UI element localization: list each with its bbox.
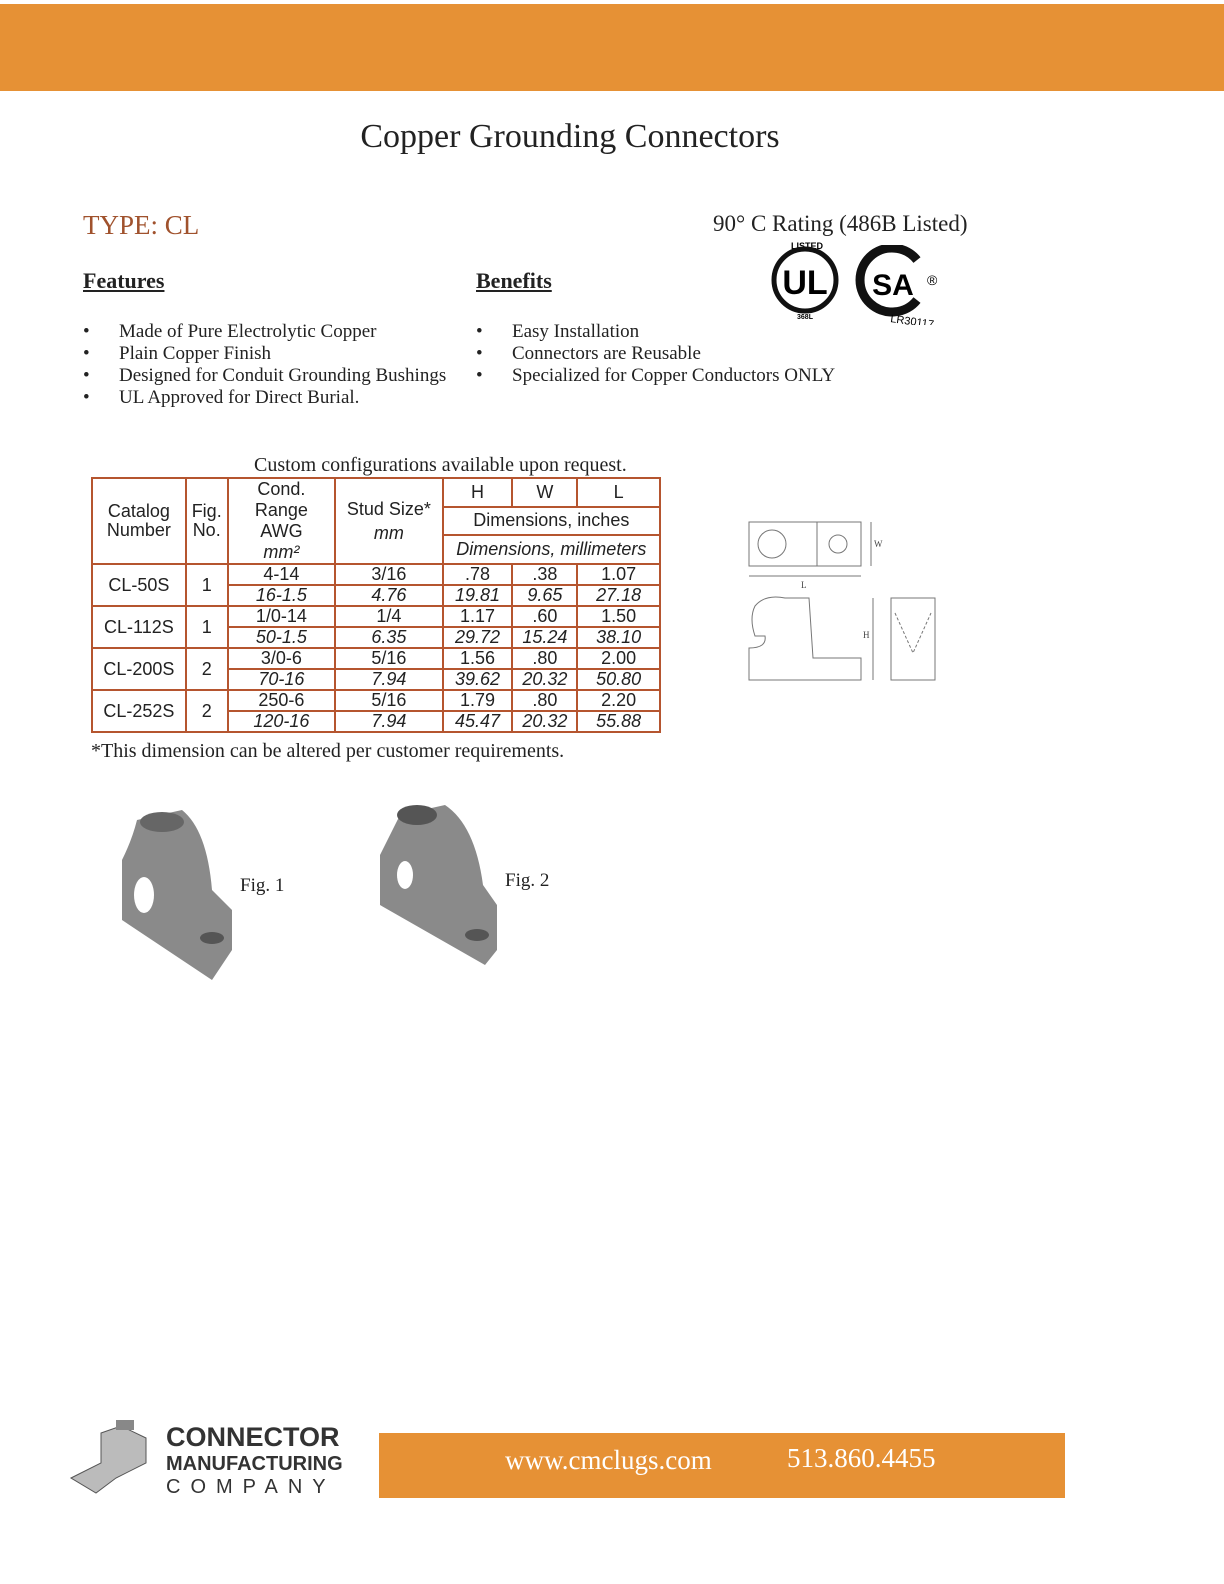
svg-text:H: H xyxy=(863,630,870,640)
awg-cell: 3/0-6 xyxy=(228,648,336,669)
h-cell: 1.17 xyxy=(443,606,513,627)
mm2-cell: 120-16 xyxy=(228,711,336,732)
awg-cell: 1/0-14 xyxy=(228,606,336,627)
list-item: • Designed for Conduit Grounding Bushings xyxy=(83,365,473,387)
svg-text:SA: SA xyxy=(872,269,914,302)
list-item: • Connectors are Reusable xyxy=(476,343,835,365)
l-cell: 1.07 xyxy=(577,564,660,585)
w_mm-cell: 15.24 xyxy=(512,627,577,648)
header-dim-mm: Dimensions, millimeters xyxy=(443,535,660,564)
table-note: *This dimension can be altered per customer requirements. xyxy=(91,740,565,762)
list-item: • Made of Pure Electrolytic Copper xyxy=(83,321,473,343)
stud_mm-cell: 7.94 xyxy=(335,669,442,690)
header-fig: Fig. No. xyxy=(186,478,228,564)
header-stud: Stud Size* mm xyxy=(335,478,442,564)
l_mm-cell: 27.18 xyxy=(577,585,660,606)
w_mm-cell: 9.65 xyxy=(512,585,577,606)
w-cell: .38 xyxy=(512,564,577,585)
catalog-cell: CL-112S xyxy=(92,606,186,648)
header-l: L xyxy=(577,478,660,507)
w-cell: .80 xyxy=(512,648,577,669)
stud_mm-cell: 7.94 xyxy=(335,711,442,732)
website-link[interactable]: www.cmclugs.com xyxy=(505,1445,712,1475)
fig2-label: Fig. 2 xyxy=(505,870,550,891)
list-item: • Plain Copper Finish xyxy=(83,343,473,365)
fig-cell: 2 xyxy=(186,648,228,690)
fig1-image xyxy=(112,800,237,995)
header-dim-inches: Dimensions, inches xyxy=(443,507,660,536)
rating-label: 90° C Rating (486B Listed) xyxy=(713,211,968,236)
h-cell: 1.79 xyxy=(443,690,513,711)
l-cell: 1.50 xyxy=(577,606,660,627)
h_mm-cell: 45.47 xyxy=(443,711,513,732)
svg-text:LISTED: LISTED xyxy=(790,241,824,251)
stud-cell: 1/4 xyxy=(335,606,442,627)
table-row xyxy=(92,690,660,711)
mm2-cell: 50-1.5 xyxy=(228,627,336,648)
header-w: W xyxy=(512,478,577,507)
stud_mm-cell: 4.76 xyxy=(335,585,442,606)
header-bar xyxy=(0,4,1224,91)
svg-text:W: W xyxy=(874,539,883,549)
h_mm-cell: 39.62 xyxy=(443,669,513,690)
fig1-label: Fig. 1 xyxy=(240,875,285,896)
h-cell: 1.56 xyxy=(443,648,513,669)
awg-cell: 4-14 xyxy=(228,564,336,585)
svg-text:®: ® xyxy=(927,272,938,288)
fig-cell: 1 xyxy=(186,564,228,606)
page-title: Copper Grounding Connectors xyxy=(360,118,780,155)
catalog-cell: CL-50S xyxy=(92,564,186,606)
benefits-list xyxy=(476,321,835,387)
phone-number: 513.860.4455 xyxy=(787,1443,936,1473)
awg-cell: 250-6 xyxy=(228,690,336,711)
header-h: H xyxy=(443,478,513,507)
h-cell: .78 xyxy=(443,564,513,585)
svg-text:L: L xyxy=(801,580,807,590)
mm2-cell: 16-1.5 xyxy=(228,585,336,606)
list-item: • Easy Installation xyxy=(476,321,835,343)
fig2-image xyxy=(375,795,500,990)
w_mm-cell: 20.32 xyxy=(512,669,577,690)
h_mm-cell: 29.72 xyxy=(443,627,513,648)
benefits-heading: Benefits xyxy=(476,268,552,293)
svg-text:UL: UL xyxy=(782,264,828,302)
ul-listed-logo xyxy=(770,240,845,327)
w_mm-cell: 20.32 xyxy=(512,711,577,732)
mm2-cell: 70-16 xyxy=(228,669,336,690)
l_mm-cell: 55.88 xyxy=(577,711,660,732)
header-catalog: Catalog Number xyxy=(92,478,186,564)
stud-cell: 5/16 xyxy=(335,690,442,711)
fig-cell: 2 xyxy=(186,690,228,732)
l_mm-cell: 50.80 xyxy=(577,669,660,690)
features-heading: Features xyxy=(83,268,165,293)
stud-cell: 3/16 xyxy=(335,564,442,585)
features-list xyxy=(83,321,473,409)
w-cell: .60 xyxy=(512,606,577,627)
svg-text:LR30117: LR30117 xyxy=(889,313,935,325)
table-row xyxy=(92,606,660,627)
l-cell: 2.20 xyxy=(577,690,660,711)
svg-text:368L: 368L xyxy=(797,314,813,321)
table-caption: Custom configurations available upon request. xyxy=(254,454,627,476)
company-logo xyxy=(66,1418,161,1503)
l-cell: 2.00 xyxy=(577,648,660,669)
list-item: • UL Approved for Direct Burial. xyxy=(83,387,473,409)
dimension-diagram xyxy=(745,518,945,693)
stud_mm-cell: 6.35 xyxy=(335,627,442,648)
stud-cell: 5/16 xyxy=(335,648,442,669)
header-cond: Cond. Range AWG mm² xyxy=(228,478,336,564)
company-name: CONNECTOR MANUFACTURING COMPANY xyxy=(166,1422,343,1498)
type-label: TYPE: CL xyxy=(83,210,200,240)
catalog-cell: CL-252S xyxy=(92,690,186,732)
h_mm-cell: 19.81 xyxy=(443,585,513,606)
csa-logo xyxy=(855,245,945,330)
catalog-cell: CL-200S xyxy=(92,648,186,690)
table-row xyxy=(92,648,660,669)
table-row xyxy=(92,564,660,585)
list-item: • Specialized for Copper Conductors ONLY xyxy=(476,365,835,387)
l_mm-cell: 38.10 xyxy=(577,627,660,648)
w-cell: .80 xyxy=(512,690,577,711)
spec-table-section xyxy=(91,453,671,763)
footer-bar xyxy=(379,1433,1065,1498)
fig-cell: 1 xyxy=(186,606,228,648)
spec-table xyxy=(91,477,661,733)
